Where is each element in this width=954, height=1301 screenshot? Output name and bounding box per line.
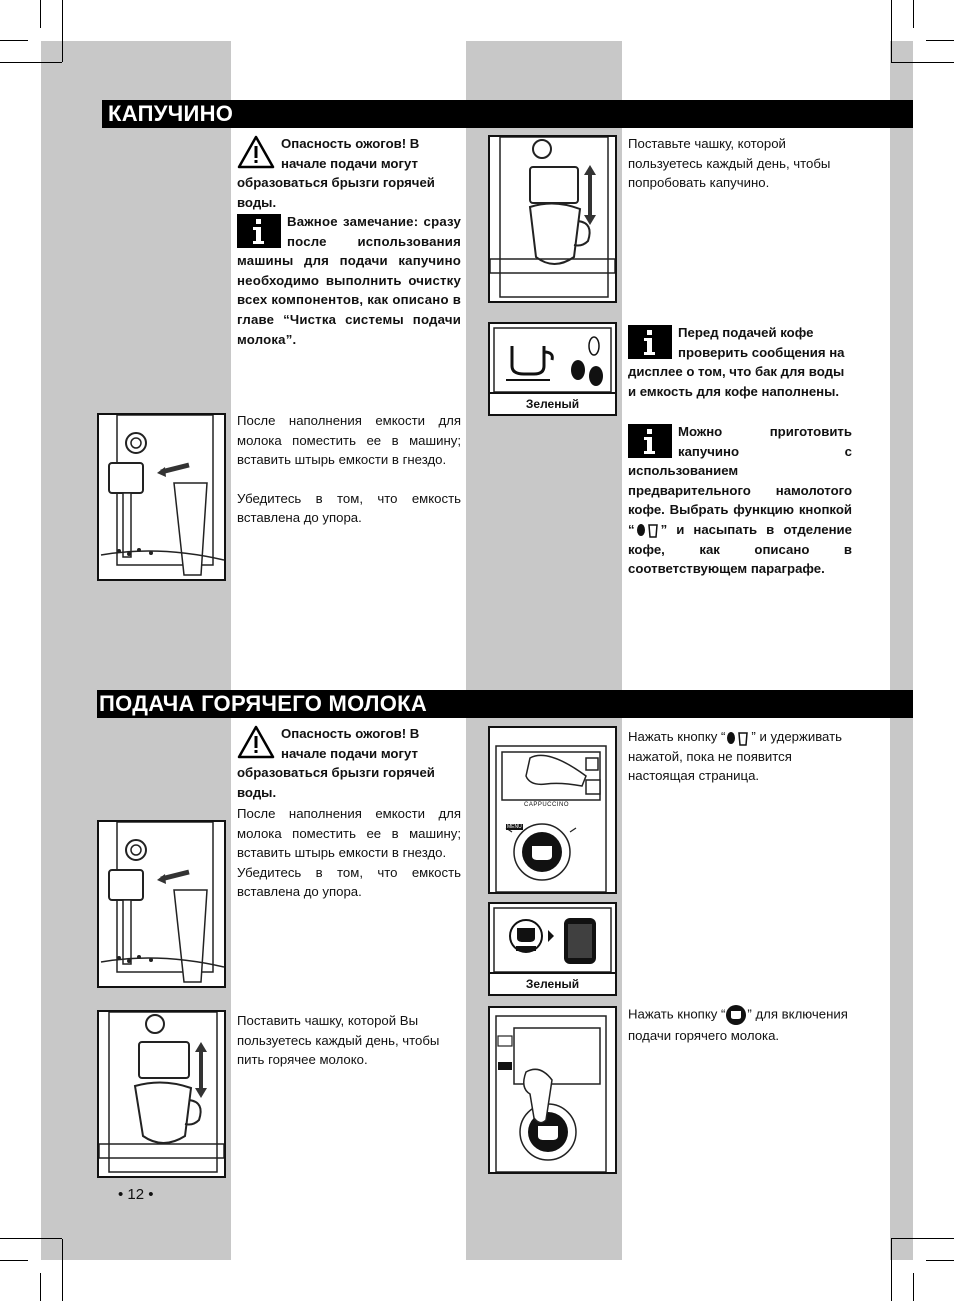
pre-ground-coffee-icon [725,729,751,747]
figure-insert-container [97,413,226,581]
pre-ground-coffee-icon [635,521,661,539]
hot-milk-button-icon [725,1004,747,1026]
display-caption: Зеленый [490,392,615,414]
info-icon [628,424,672,458]
pre-ground-note: Можно приготовить капучино с использованием предварительного намолотого кофе. Выбрать функцию кнопкой “ ” и насыпать в отделение кофе, как описано в соответствующем параграфе. [628,424,852,577]
section-header-hot-milk [97,690,913,718]
warning-icon [237,724,275,760]
figure-insert-container [97,820,226,988]
section-title: ПОДАЧА ГОРЯЧЕГО МОЛОКА [99,691,428,716]
info-icon [628,325,672,359]
warning-note: Опасность ожогов! В начале подачи могут образоваться брызги горячей воды. [237,726,435,800]
important-note: Важное замечание: сразу после использования машины для подачи капучино необходимо выполнить очистку всех компонентов, как описано в главе “Чистка системы подачи молока”. [237,214,461,347]
figure-display-green [488,902,617,996]
margin-column-right [890,41,913,1260]
press-milk-text: Нажать кнопку “ ” для включения подачи горячего молока. [628,1004,852,1046]
press-hold-text: Нажать кнопку “ ” и удерживать нажатой, пока не появится настоящая страница. [628,729,843,784]
panel-label-menu: MENU [507,824,522,830]
section-title: КАПУЧИНО [108,101,234,126]
figure-press-hold-button [488,726,617,894]
figure-place-cup [488,135,617,303]
warning-icon [237,134,275,170]
info-icon [237,214,281,248]
section-header-cappuccino [102,100,913,128]
figure-place-cup [97,1010,226,1178]
check-display-note: Перед подачей кофе проверить сообщения на дисплее о том, что бак для воды и емкость для кофе наполнены. [628,325,845,399]
place-cup-text: Поставьте чашку, которой пользуетесь каждый день, чтобы попробовать капучино. [628,136,831,191]
insert-container-text: После наполнения емкости для молока поместить ее в машину; вставить штырь емкости в гнездо. Убедитесь в том, что емкость вставлена до упора. [237,806,461,900]
figure-press-milk-button [488,1006,617,1174]
display-caption: Зеленый [490,972,615,994]
panel-label-cappuccino: CAPPUCCINO [524,802,570,808]
place-cup-text: Поставить чашку, которой Вы пользуетесь каждый день, чтобы пить горячее молоко. [237,1013,440,1068]
figure-display-green [488,322,617,416]
insert-container-text: После наполнения емкости для молока поместить ее в машину; вставить штырь емкости в гнездо. Убедитесь в том, что емкость вставлена до упора. [237,413,461,526]
warning-note: Опасность ожогов! В начале подачи могут образоваться брызги горячей воды. [237,136,435,210]
page-number: • 12 • [118,1186,154,1203]
